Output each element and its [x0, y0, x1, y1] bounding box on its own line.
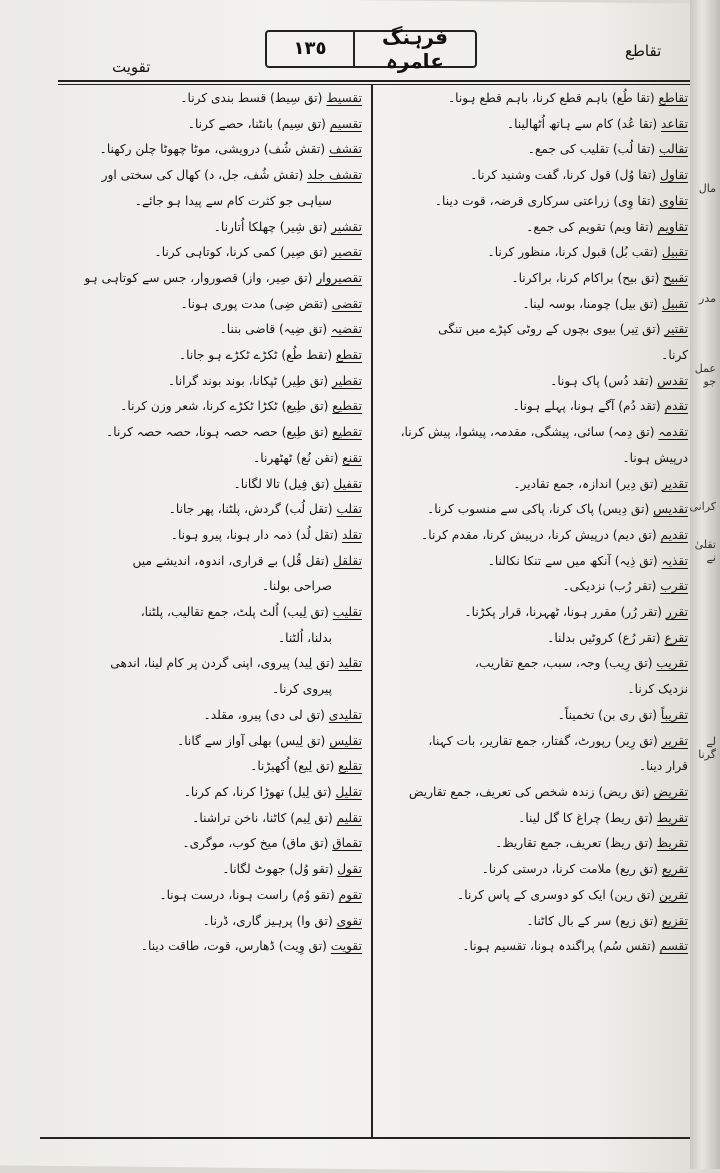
- entry-headword: تقسیط: [326, 91, 362, 105]
- entry-definition: قرار دینا۔: [638, 759, 688, 774]
- edge-fragment: مدر: [699, 292, 716, 305]
- dictionary-entry: [48, 626, 366, 652]
- dictionary-entry: [376, 317, 690, 343]
- book-title: فرہنگ عامرہ: [382, 25, 448, 73]
- dictionary-entry: [48, 831, 366, 857]
- dictionary-entry: [376, 934, 690, 960]
- entry-headword: تقریط: [656, 810, 688, 825]
- dictionary-entry: [48, 754, 366, 780]
- entry-headword: تقرع: [664, 630, 688, 645]
- dictionary-entry: [48, 549, 366, 575]
- edge-fragment: مال: [698, 182, 716, 195]
- entry-headword: تقضیہ: [331, 322, 362, 337]
- entry-headword: تقریظ: [656, 836, 688, 851]
- entry-definition: (تق دِیر) اندازہ، جمع تقادیر۔: [513, 476, 659, 491]
- dictionary-entry: [376, 189, 690, 215]
- entry-definition: (تقض ضِی) مدت پوری ہونا۔: [180, 296, 328, 311]
- dictionary-entry: [48, 703, 366, 729]
- entry-definition: کرنا۔: [661, 348, 688, 363]
- entry-definition: (تقس سُم) پراگندہ ہونا، تقسیم ہونا۔: [462, 939, 656, 954]
- entry-definition: (تق ضِیہ) قاضی بننا۔: [219, 322, 328, 337]
- entry-definition: (تقل لُب) گردش، پلٹنا، پھر جانا۔: [168, 502, 333, 517]
- dictionary-entry: [48, 189, 366, 215]
- entry-definition: (تق ریض) زندہ شخص کی تعریف، جمع تقاریض: [408, 784, 650, 799]
- dictionary-entry: [376, 857, 690, 883]
- entry-headword: تقشف: [328, 142, 362, 157]
- entry-definition: (تق رین) ایک کو دوسری کے پاس کرنا۔: [457, 887, 656, 902]
- entry-headword: تقصیر: [331, 245, 362, 260]
- dictionary-entry: [376, 806, 690, 832]
- entry-headword: تقلب: [336, 502, 362, 517]
- dictionary-entry: [376, 292, 690, 318]
- entry-definition: (تق صِیر) کمی کرنا، کوتاہی کرنا۔: [154, 245, 328, 260]
- dictionary-entry: [376, 369, 690, 395]
- dictionary-entry: [48, 729, 366, 755]
- entry-definition: (تقش شُف، جل، د) کھال کی سختی اور: [101, 168, 304, 183]
- entry-headword: تقریض: [653, 784, 688, 799]
- dictionary-entry: [376, 163, 690, 189]
- entry-headword: تقفیل: [333, 476, 362, 491]
- entry-definition: (تقر رُر) مقرر ہونا، ٹھہرنا، قرار پکڑنا۔: [464, 605, 662, 620]
- entry-definition: نزدیک کرنا۔: [627, 682, 688, 697]
- dictionary-entry: [376, 626, 690, 652]
- dictionary-entry: [376, 600, 690, 626]
- entry-definition: (تقش شُف) درویشی، موٹا چھوٹا چلن رکھنا۔: [99, 142, 326, 157]
- entry-definition: (تقا ویم) تقویم کی جمع۔: [526, 219, 654, 234]
- dictionary-entry: [376, 523, 690, 549]
- edge-fragment: کرانی: [689, 500, 716, 513]
- entry-definition: (تق بیل) چومنا، بوسہ لینا۔: [522, 296, 658, 311]
- entry-definition: (تق ریط) چراغ کا گل لینا۔: [518, 810, 653, 825]
- dictionary-entry: [48, 446, 366, 472]
- entry-headword: تقاول: [659, 168, 688, 183]
- dictionary-entry: [48, 163, 366, 189]
- entry-definition: صراحی بولنا۔: [262, 579, 332, 594]
- entry-definition: (تقا عُد) کام سے ہاتھ اُٹھالینا۔: [506, 116, 658, 131]
- dictionary-entry: [48, 266, 366, 292]
- entry-headword: تقلیم: [336, 810, 362, 825]
- dictionary-entry: [376, 780, 690, 806]
- entry-headword: تقماق: [332, 836, 362, 851]
- entry-headword: تقدس: [657, 373, 688, 388]
- dictionary-entry: [48, 420, 366, 446]
- entry-definition: (تق طِیع) ٹکڑا ٹکڑے کرنا، شعر وزن کرنا۔: [120, 399, 329, 414]
- entry-definition: (تق رِیب) وجہ، سبب، جمع تقاریب،: [474, 656, 653, 671]
- guide-word-right: تقاطع: [625, 42, 662, 60]
- entry-definition: (تق زیع) سر کے بال کاٹنا۔: [526, 913, 658, 928]
- left-column: [48, 86, 366, 960]
- entry-definition: (تق دیم) درپیش کرنا، درپیش کرنا، مقدم کرنا۔: [421, 527, 657, 542]
- entry-definition: (تق سِیط) قسط بندی کرنا۔: [180, 91, 323, 105]
- entry-definition: (تق لِیس) بھلی آواز سے گانا۔: [177, 733, 326, 748]
- dictionary-entry: [48, 651, 366, 677]
- dictionary-entry: [48, 806, 366, 832]
- entry-definition: (تقر رُع) کروٹیں بدلنا۔: [547, 630, 661, 645]
- entry-definition: (تق ریع) ملامت کرنا، درستی کرنا۔: [481, 862, 658, 877]
- dictionary-entry: [48, 86, 366, 112]
- entry-headword: تقلقل: [333, 553, 362, 568]
- entry-headword: تقبیل: [661, 245, 688, 260]
- dictionary-entry: [376, 394, 690, 420]
- entry-definition: (تقد دُم) آگے ہونا، پہلے ہونا۔: [512, 399, 661, 414]
- entry-definition: (تق طِیر) ٹپکانا، بوند بوند گرانا۔: [167, 373, 329, 388]
- entry-headword: تقصیروار: [316, 270, 362, 285]
- entry-headword: تقلید: [338, 656, 362, 671]
- guide-word-left: تقویت: [112, 58, 151, 76]
- entry-definition: (تقا وِی) زراعتی سرکاری قرضہ، قوت دینا۔: [434, 193, 656, 208]
- title-box: [265, 25, 477, 73]
- dictionary-entry: [376, 754, 690, 780]
- entry-headword: تقرر: [665, 605, 688, 620]
- entry-definition: (تقب بُل) قبول کرنا، منظور کرنا۔: [487, 245, 658, 260]
- right-column: [376, 86, 690, 960]
- dictionary-entry: [48, 934, 366, 960]
- entry-definition: (تق لِیع) اُکھیڑنا۔: [250, 759, 335, 774]
- entry-definition: (تق لِیل) تھوڑا کرنا، کم کرنا۔: [183, 784, 332, 799]
- dictionary-entry: [48, 909, 366, 935]
- edge-fragment: عمل جو: [694, 362, 716, 388]
- entry-headword: تقریع: [661, 862, 688, 877]
- entry-definition: (تق شِیر) چھلکا اُتارنا۔: [213, 219, 328, 234]
- dictionary-entry: [48, 497, 366, 523]
- entry-definition: (تقا لُب) تقلیب کی جمع۔: [527, 142, 656, 157]
- dictionary-entry: [376, 240, 690, 266]
- column-divider: [371, 84, 373, 1137]
- entry-definition: درپیش ہونا۔: [622, 450, 688, 465]
- dictionary-entry: [376, 215, 690, 241]
- entry-headword: تقاعد: [661, 116, 688, 131]
- entry-definition: (تق لی دی) پیرو، مقلد۔: [203, 707, 325, 722]
- entry-headword: تقلد: [342, 527, 362, 542]
- entry-headword: تقاویم: [657, 219, 688, 234]
- entry-definition: (تق بیح) براکام کرنا، براکرنا۔: [511, 270, 660, 285]
- page-header: [0, 25, 690, 80]
- entry-definition: (تق وِیت) ڈھارس، قوت، طاقت دینا۔: [140, 939, 327, 954]
- dictionary-entry: [376, 343, 690, 369]
- dictionary-entry: [376, 112, 690, 138]
- dictionary-entry: [48, 600, 366, 626]
- entry-headword: تقلیدی: [328, 707, 362, 722]
- dictionary-entry: [48, 857, 366, 883]
- dictionary-entry: [48, 369, 366, 395]
- dictionary-entry: [376, 831, 690, 857]
- entry-definition: (تقل قُل) بے قراری، اندوہ، اندیشے میں: [132, 553, 330, 568]
- dictionary-entry: [376, 677, 690, 703]
- edge-fragment: لے گرنا: [698, 735, 716, 761]
- entry-definition: (تقو وُل) جھوٹ لگانا۔: [222, 862, 334, 877]
- dictionary-entry: [376, 549, 690, 575]
- dictionary-entry: [48, 677, 366, 703]
- dictionary-entry: [376, 137, 690, 163]
- entry-headword: تقالب: [659, 142, 688, 157]
- dictionary-entry: [48, 292, 366, 318]
- entry-headword: تقریب: [656, 656, 688, 671]
- entry-headword: تقشف جلد: [307, 168, 362, 183]
- entry-headword: تقنع: [342, 450, 362, 465]
- entry-headword: تقوی: [336, 913, 362, 928]
- entry-definition: (تق لِیب) اُلٹ پلٹ، جمع تقالیب، پلٹنا،: [140, 605, 329, 620]
- dictionary-entry: [48, 215, 366, 241]
- dictionary-entry: [376, 266, 690, 292]
- entry-headword: تقضی: [331, 296, 362, 311]
- entry-definition: (تق طِیع) حصہ حصہ ہونا، حصہ حصہ کرنا۔: [106, 425, 329, 440]
- entry-definition: (تق ذِیہ) آنکھ میں سے تنکا نکالنا۔: [487, 553, 658, 568]
- entry-definition: (تق ری بن) تخمیناً۔: [557, 707, 658, 722]
- dictionary-entry: [48, 317, 366, 343]
- entry-headword: تقسم: [659, 939, 688, 954]
- entry-definition: (تقا طُع) باہم قطع کرنا، باہم قطع ہونا۔: [447, 91, 655, 105]
- entry-headword: تقزیع: [661, 913, 688, 928]
- entry-definition: (تق لِیم) کاٹنا، ناخن تراشنا۔: [192, 810, 333, 825]
- entry-headword: تقاوی: [659, 193, 688, 208]
- entry-definition: (تقل لُد) ذمہ دار ہونا، پیرو ہونا۔: [170, 527, 339, 542]
- entry-definition: (تقر رُب) نزدیکی۔: [562, 579, 657, 594]
- header-rule: [58, 80, 690, 82]
- entry-definition: (تق وا) پرہیز گاری، ڈرنا۔: [202, 913, 333, 928]
- entry-definition: پیروی کرنا۔: [272, 682, 332, 697]
- entry-headword: تقدیر: [661, 476, 688, 491]
- entry-headword: تقسیم: [329, 116, 362, 131]
- entry-headword: تقاطع: [658, 91, 688, 105]
- next-page-edge: [690, 0, 720, 1169]
- entry-headword: تقوم: [338, 887, 362, 902]
- entry-headword: تقتیر: [664, 322, 688, 337]
- dictionary-entry: [48, 112, 366, 138]
- dictionary-entry: [48, 523, 366, 549]
- entry-definition: سیاہی جو کثرت کام سے پیدا ہو جائے۔: [134, 193, 332, 208]
- entry-definition: (تق فِیل) تالا لگانا۔: [233, 476, 330, 491]
- entry-definition: (تق سِیم) بانٹنا، حصے کرنا۔: [187, 116, 326, 131]
- dictionary-entry: [48, 472, 366, 498]
- entry-definition: (تقن نُع) ٹھٹھرنا۔: [253, 450, 339, 465]
- dictionary-entry: [48, 240, 366, 266]
- entry-headword: تقول: [337, 862, 362, 877]
- entry-headword: تقریباً: [660, 707, 688, 722]
- entry-definition: (تق لِید) پیروی، اپنی گردن پر کام لینا، اندھی: [110, 656, 335, 671]
- entry-definition: (تقو وُم) راست ہونا، درست ہونا۔: [159, 887, 335, 902]
- dictionary-entry: [376, 86, 690, 112]
- entry-headword: تقدم: [664, 399, 688, 414]
- entry-headword: تقدمہ: [658, 425, 688, 440]
- page-number: ١٣٥: [267, 32, 355, 66]
- dictionary-entry: [376, 574, 690, 600]
- entry-definition: (تق تِیر) بیوی بچوں کے روٹی کپڑے میں تنگی: [438, 322, 661, 337]
- entry-headword: تقلیس: [329, 733, 362, 748]
- entry-headword: تقطیر: [332, 373, 362, 388]
- dictionary-entry: [48, 780, 366, 806]
- dictionary-entry: [376, 909, 690, 935]
- entry-definition: (تق صِیر، واز) قصوروار، جس سے کوتاہی ہو: [84, 270, 313, 285]
- dictionary-entry: [376, 446, 690, 472]
- entry-headword: تقلیب: [332, 605, 362, 620]
- entry-headword: تقدیس: [653, 502, 688, 517]
- header-rule-thin: [58, 84, 690, 85]
- entry-headword: تقطع: [335, 348, 362, 363]
- entry-definition: (تقد دُس) پاک ہونا۔: [550, 373, 654, 388]
- dictionary-entry: [48, 574, 366, 600]
- entry-headword: تقویت: [330, 939, 362, 954]
- entry-headword: تقریر: [661, 733, 688, 748]
- entry-headword: تقرین: [659, 887, 688, 902]
- entry-definition: (تق ماق) میخ کوب، موگری۔: [182, 836, 329, 851]
- dictionary-entry: [376, 651, 690, 677]
- entry-headword: تقشیر: [331, 219, 362, 234]
- entry-headword: تقطیع: [332, 399, 362, 414]
- dictionary-entry: [376, 420, 690, 446]
- dictionary-entry: [376, 883, 690, 909]
- entry-headword: تقلیع: [338, 759, 362, 774]
- dictionary-entry: [48, 343, 366, 369]
- dictionary-entry: [376, 703, 690, 729]
- entry-headword: تقدیم: [660, 527, 688, 542]
- dictionary-entry: [376, 472, 690, 498]
- dictionary-entry: [376, 729, 690, 755]
- entry-definition: (تق دِیس) پاک کرنا، پاکی سے منسوب کرنا۔: [427, 502, 650, 517]
- entry-definition: (تق ریظ) تعریف، جمع تقاریظ۔: [495, 836, 653, 851]
- entry-definition: (تق دِمہ) سائی، پیشگی، مقدمہ، پیشوا، پیش کرنا،: [400, 425, 655, 440]
- entry-headword: تقرب: [660, 579, 688, 594]
- dictionary-entry: [48, 137, 366, 163]
- entry-headword: تقبیح: [663, 270, 688, 285]
- entry-definition: (تقا وُل) قول کرنا، گفت وشنید کرنا۔: [470, 168, 657, 183]
- entry-definition: بدلنا، اُلٹنا۔: [277, 630, 332, 645]
- entry-headword: تقلیل: [335, 784, 362, 799]
- dictionary-entry: [48, 883, 366, 909]
- edge-fragment: تقلیٰ نے: [694, 538, 716, 564]
- footer-rule: [40, 1137, 690, 1139]
- entry-headword: تقطیع: [332, 425, 362, 440]
- dictionary-entry: [376, 497, 690, 523]
- entry-headword: تقبیل: [661, 296, 688, 311]
- entry-definition: (تق رِیر) رپورٹ، گفتار، جمع تقاریر، بات کہنا،: [428, 733, 658, 748]
- dictionary-entry: [48, 394, 366, 420]
- entry-headword: تقذیہ: [661, 553, 688, 568]
- entry-definition: (تقط طُع) ٹکڑے ٹکڑے ہو جانا۔: [178, 348, 333, 363]
